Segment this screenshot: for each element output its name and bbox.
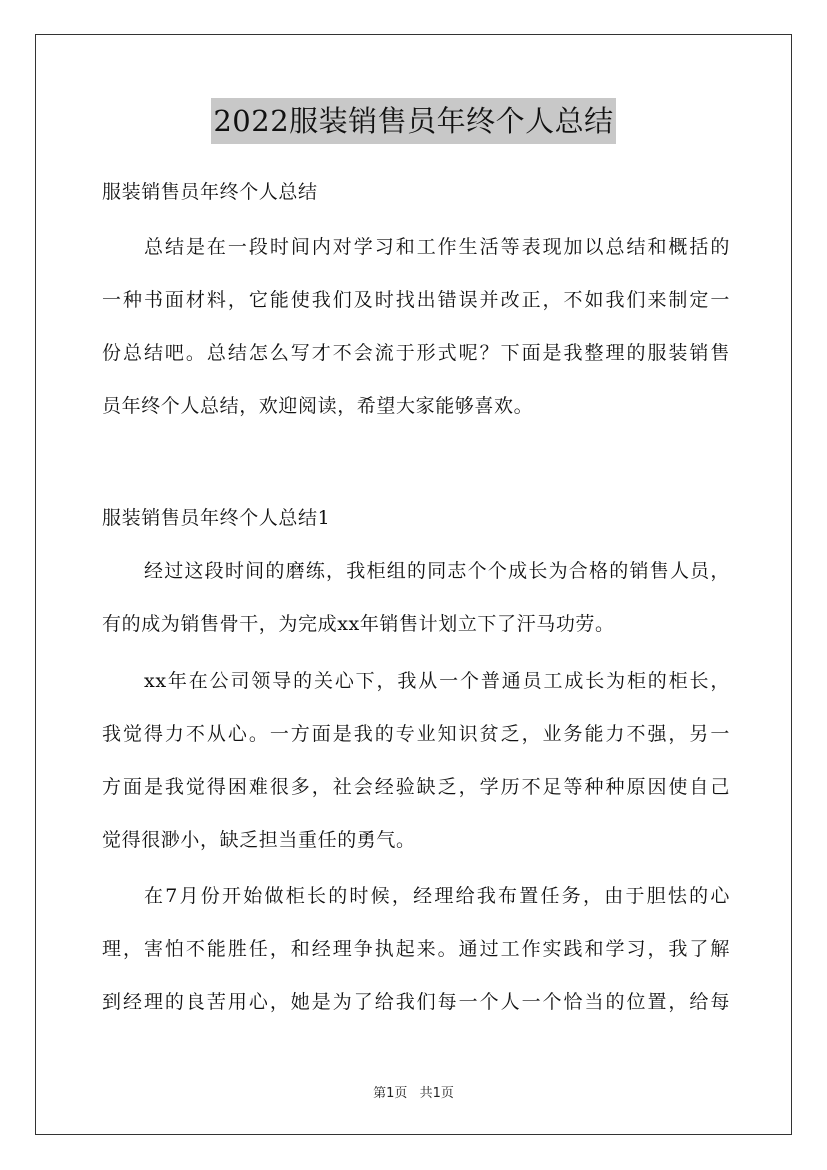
document-subtitle: 服装销售员年终个人总结 [102,181,318,203]
document-title: 2022服装销售员年终个人总结 [211,98,615,144]
paragraph-3 [102,870,730,1029]
section-heading-block [102,492,730,545]
paragraph-2 [102,655,730,867]
page-footer [0,1082,827,1101]
page-number: 第1页 [373,1086,408,1101]
paragraph-line: 觉得很渺小，缺乏担当重任的勇气。 [102,829,416,851]
intro-line: 总结是在一段时间内对学习和工作生活等表现加以总结和概括的 [144,236,730,258]
intro-line: 份总结吧。总结怎么写才不会流于形式呢？下面是我整理的服装销售 [102,342,730,364]
paragraph-line: 理，害怕不能胜任，和经理争执起来。通过工作实践和学习，我了解 [102,938,730,960]
intro-paragraph [102,221,730,433]
section-heading: 服装销售员年终个人总结1 [102,507,331,529]
paragraph-line: 经过这段时间的磨练，我柜组的同志个个成长为合格的销售人员， [144,560,730,582]
paragraph-line: 方面是我觉得困难很多，社会经验缺乏，学历不足等种种原因使自己 [102,776,730,798]
paragraph-line: 我觉得力不从心。一方面是我的专业知识贫乏，业务能力不强，另一 [102,723,730,745]
subtitle-block [102,166,730,219]
paragraph-line: 有的成为销售骨干，为完成xx年销售计划立下了汗马功劳。 [102,613,615,635]
paragraph-line: 到经理的良苦用心，她是为了给我们每一个人一个恰当的位置，给每 [102,991,730,1013]
paragraph-line: xx年在公司领导的关心下，我从一个普通员工成长为柜的柜长， [144,670,730,692]
title-area [0,98,827,144]
intro-line: 一种书面材料，它能使我们及时找出错误并改正，不如我们来制定一 [102,289,730,311]
page-total: 共1页 [419,1086,454,1101]
intro-line: 员年终个人总结，欢迎阅读，希望大家能够喜欢。 [102,395,534,417]
paragraph-line: 在7月份开始做柜长的时候，经理给我布置任务，由于胆怯的心 [144,885,730,907]
paragraph-1 [102,545,730,651]
